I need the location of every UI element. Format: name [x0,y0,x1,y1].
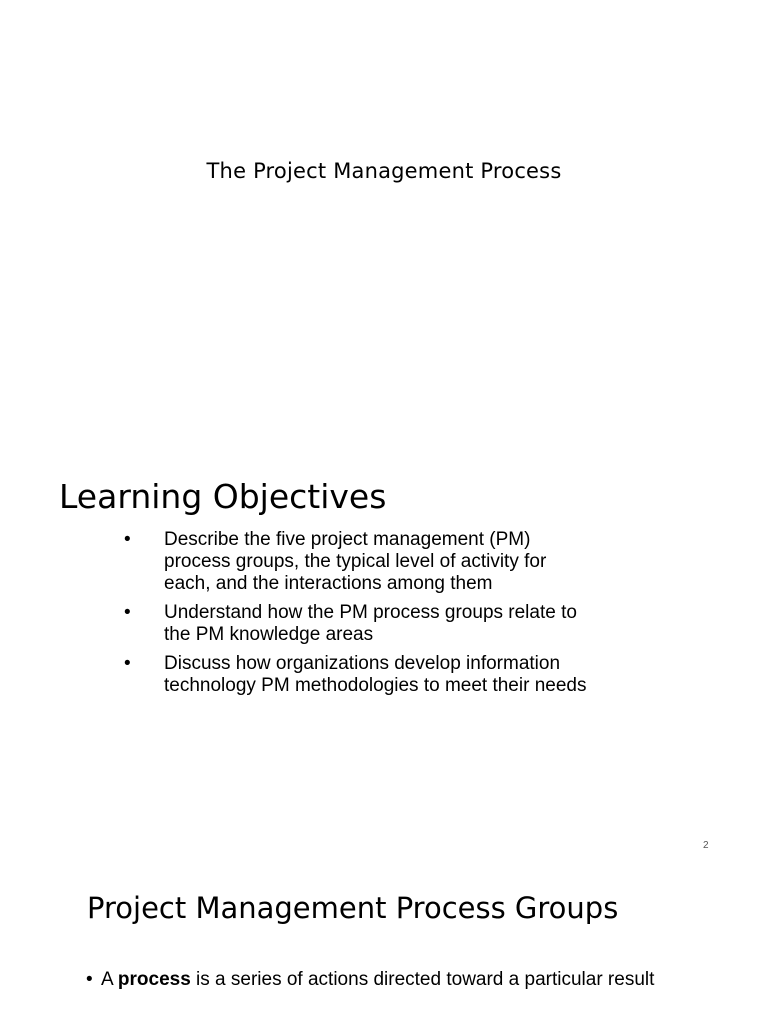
list-item [86,968,671,992]
item-suffix: is a series of actions directed toward a particular result [190,969,655,990]
learning-objectives-heading: Learning Objectives [59,477,387,516]
process-groups-heading: Project Management Process Groups [87,891,619,925]
objectives-list [120,529,590,704]
bullet-icon: • [86,969,93,990]
objective-text: Discuss how organizations develop information technology PM methodologies to meet their needs [164,653,587,696]
list-item [120,529,590,595]
objective-text: Describe the five project management (PM) process groups, the typical level of activity for each, and the interactions among them [164,529,547,594]
objective-text: Understand how the PM process groups relate to the PM knowledge areas [164,602,577,645]
slide-title: The Project Management Process [206,159,562,183]
bullet-icon: • [124,602,131,623]
bullet-icon: • [124,653,131,674]
bold-term: process [117,969,191,990]
page-number: 2 [703,840,709,851]
item-prefix: A [101,969,118,990]
list-item [120,653,590,697]
bullet-icon: • [124,529,131,550]
list-item [120,602,590,646]
